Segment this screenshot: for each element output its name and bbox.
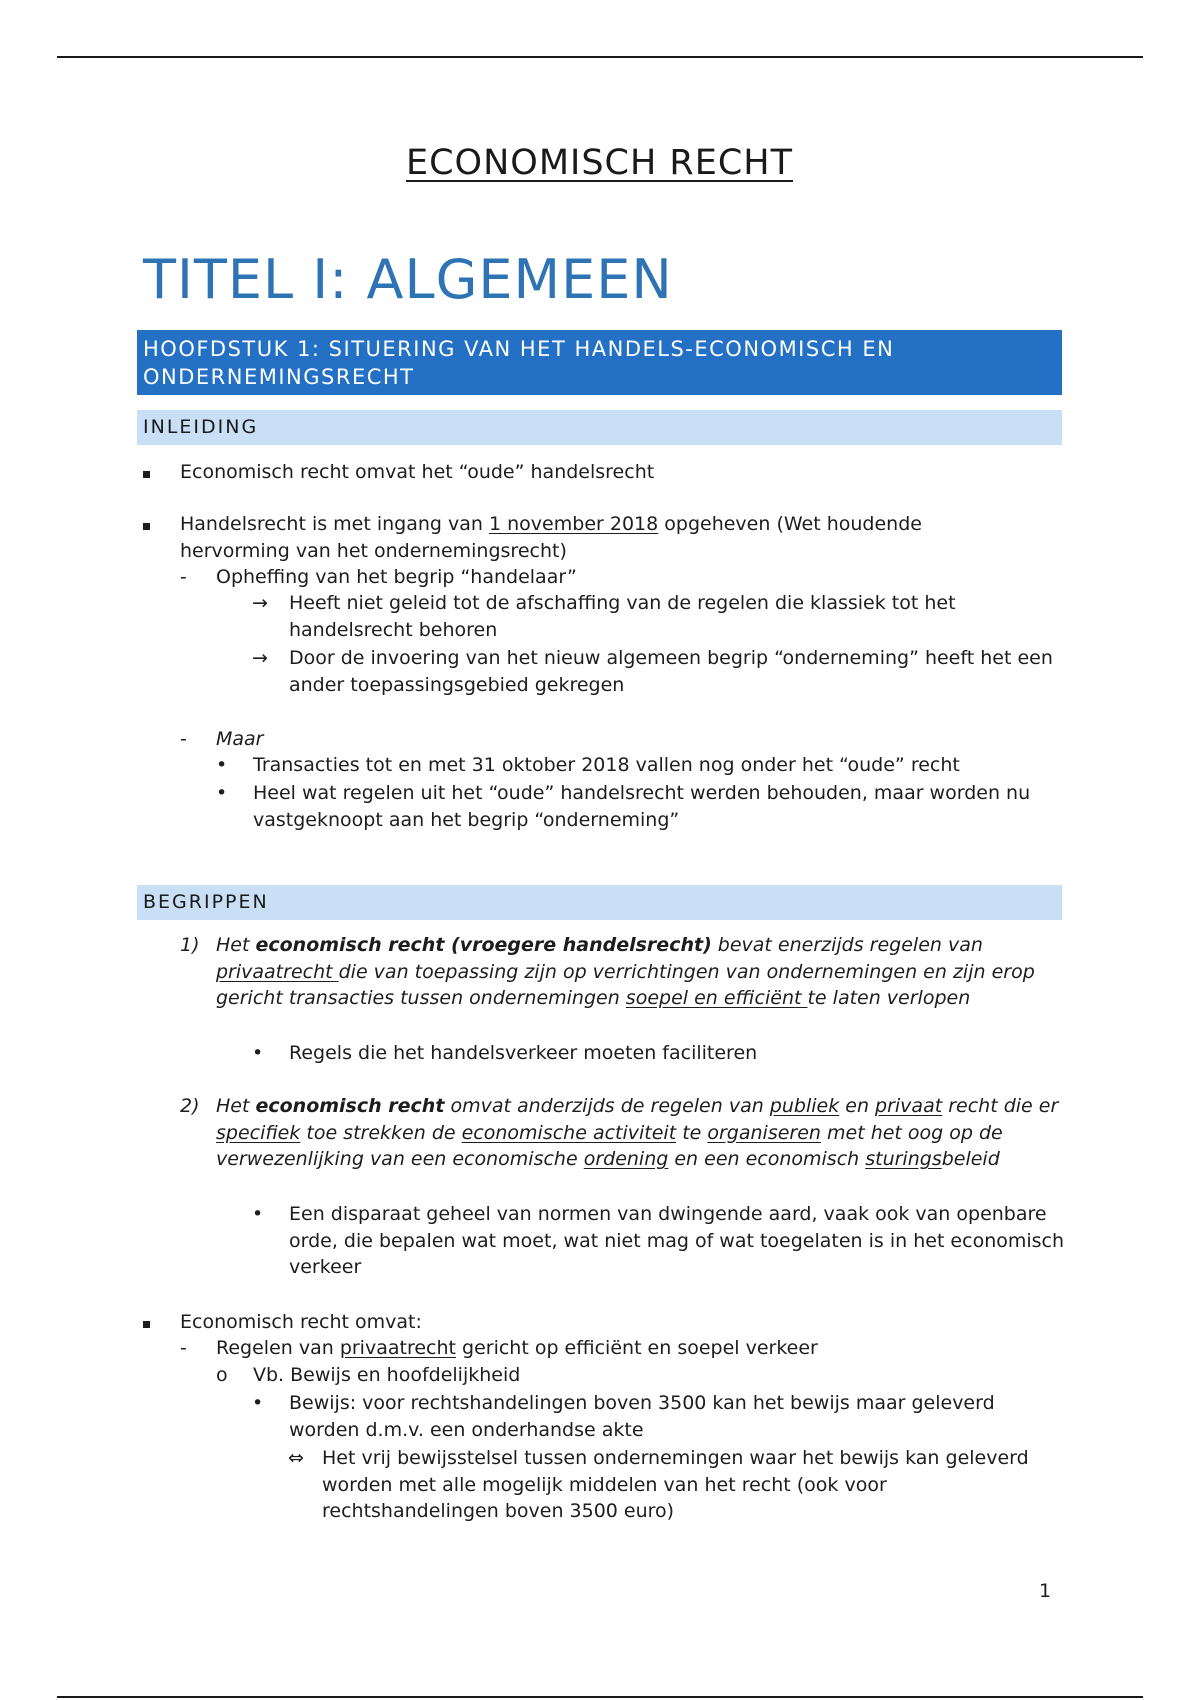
dash-marker: - (180, 728, 187, 750)
dot-marker: • (252, 1392, 264, 1414)
dot-marker: • (252, 1042, 264, 1064)
begrippen-bullet-3-dash: Regelen van privaatrecht gericht op efficiënt en soepel verkeer (216, 1337, 818, 1359)
page-number: 1 (1039, 1580, 1052, 1602)
inleiding-arrow-1: Heeft niet geleid tot de afschaffing van de regelen die klassiek tot het handelsrecht behoren (289, 592, 956, 641)
date-underlined: 1 november 2018 (489, 513, 659, 535)
square-bullet-marker (143, 511, 150, 538)
begrippen-bullet-3-example: Vb. Bewijs en hoofdelijkheid (253, 1364, 521, 1386)
section-heading-begrippen: BEGRIPPEN (137, 885, 1062, 920)
begrippen-item-2-sub: Een disparaat geheel van normen van dwingende aard, vaak ook van openbare orde, die bepalen wat moet, wat niet mag of wat toegelaten is in het economisch verkeer (289, 1203, 1065, 1278)
dot-marker: • (216, 782, 228, 804)
implies-marker: ⇔ (288, 1447, 304, 1469)
square-bullet-marker (143, 1309, 150, 1336)
square-bullet-marker (143, 459, 150, 486)
chapter-heading: HOOFDSTUK 1: SITUERING VAN HET HANDELS-ECONOMISCH EN ONDERNEMINGSRECHT (137, 330, 1062, 395)
circle-marker: o (216, 1364, 228, 1386)
number-marker: 2) (180, 1095, 200, 1117)
begrippen-bullet-3: Economisch recht omvat: (180, 1311, 422, 1333)
begrippen-item-1-sub: Regels die het handelsverkeer moeten faciliteren (289, 1042, 758, 1064)
header-rule (57, 56, 1143, 58)
inleiding-sub-2: Heel wat regelen uit het “oude” handelsrecht werden behouden, maar worden nu vastgeknoopt aan het begrip “onderneming” (253, 782, 1031, 831)
inleiding-dash-2: Maar (216, 728, 264, 750)
inleiding-bullet-2: Handelsrecht is met ingang van 1 november 2018 opgeheven (Wet houdende hervorming van het ondernemingsrecht) (180, 513, 922, 562)
number-marker: 1) (180, 934, 200, 956)
section-heading-inleiding: INLEIDING (137, 410, 1062, 445)
dash-marker: - (180, 1337, 187, 1359)
titel-heading: TITEL I: ALGEMEEN (143, 248, 673, 311)
inleiding-dash-1: Opheffing van het begrip “handelaar” (216, 566, 577, 588)
dash-marker: - (180, 566, 187, 588)
begrippen-item-1: Het economisch recht (vroegere handelsrecht) bevat enerzijds regelen van privaatrecht die van toepassing zijn op verrichtingen van ondernemingen en zijn erop gericht transacties tussen ondernemingen soepel en efficiënt te laten verlopen (216, 934, 1035, 1009)
inleiding-arrow-2: Door de invoering van het nieuw algemeen begrip “onderneming” heeft het een ander toepassingsgebied gekregen (289, 647, 1053, 696)
inleiding-bullet-1: Economisch recht omvat het “oude” handelsrecht (180, 461, 655, 483)
begrippen-item-2: Het economisch recht omvat anderzijds de regelen van publiek en privaat recht die er specifiek toe strekken de economische activiteit te organiseren met het oog op de verwezenlijking van een economische ordening en een economisch sturingsbeleid (216, 1095, 1059, 1170)
footer-rule (57, 1696, 1143, 1698)
document-title: ECONOMISCH RECHT (405, 143, 794, 183)
dot-marker: • (216, 754, 228, 776)
begrippen-bullet-3-bewijs: Bewijs: voor rechtshandelingen boven 3500 kan het bewijs maar geleverd worden d.m.v. een onderhandse akte (289, 1392, 995, 1441)
begrippen-bullet-3-implication: Het vrij bewijsstelsel tussen ondernemingen waar het bewijs kan geleverd worden met alle mogelijk middelen van het recht (ook voor rechtshandelingen boven 3500 euro) (322, 1447, 1029, 1522)
arrow-marker: → (252, 592, 268, 614)
dot-marker: • (252, 1203, 264, 1225)
arrow-marker: → (252, 647, 268, 669)
inleiding-sub-1: Transacties tot en met 31 oktober 2018 vallen nog onder het “oude” recht (253, 754, 960, 776)
